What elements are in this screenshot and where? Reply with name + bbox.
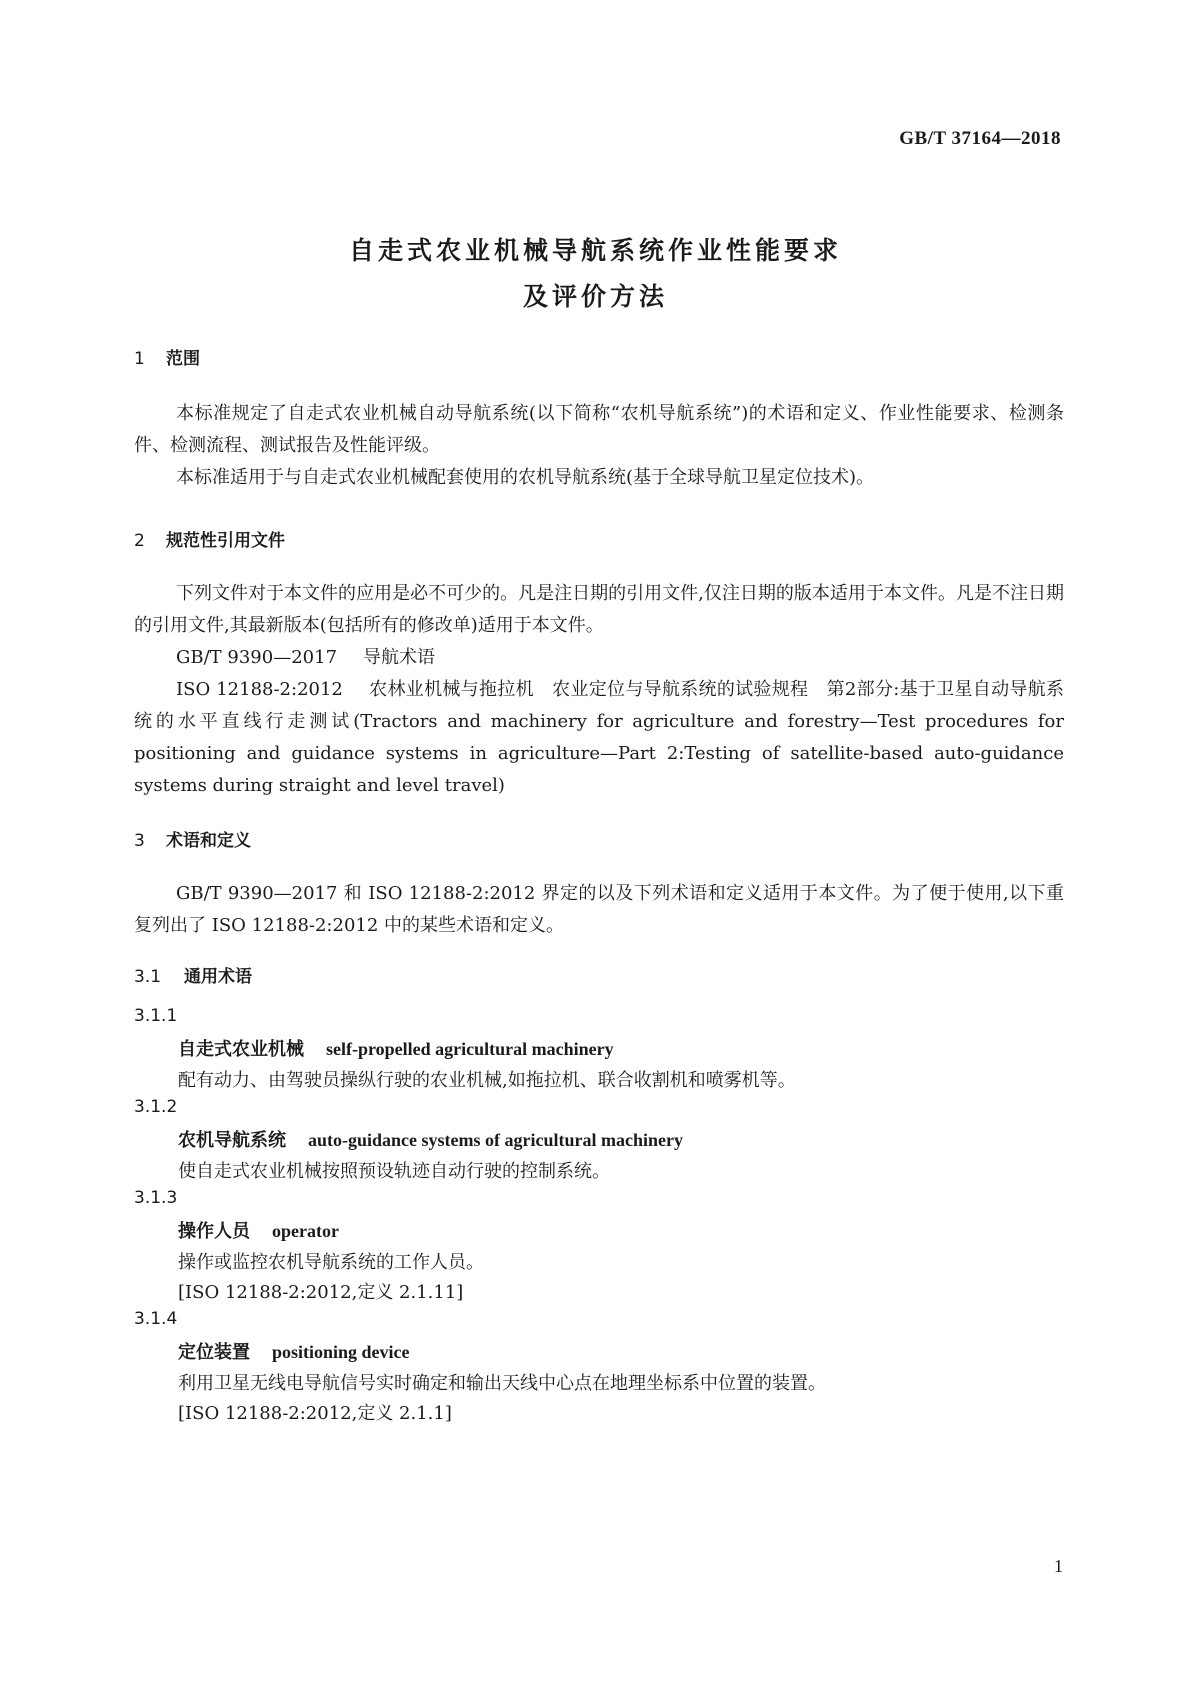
page-number: 1: [1054, 1556, 1063, 1576]
term-1-name: [178, 1035, 614, 1061]
section-2-paragraph-1: 下列文件对于本文件的应用是必不可少的。凡是注日期的引用文件,仅注日期的版本适用于本文件。凡是不注日期的引用文件,其最新版本(包括所有的修改单)适用于本文件。: [134, 583, 1064, 636]
section-1-paragraph-1: 本标准规定了自走式农业机械自动导航系统(以下简称“农机导航系统”)的术语和定义、作业性能要求、检测条件、检测流程、测试报告及性能评级。: [134, 403, 1064, 456]
reference-2-code: ISO 12188-2:2012: [176, 679, 343, 700]
section-1-body: [134, 398, 1064, 494]
term-1-zh: 自走式农业机械: [178, 1039, 304, 1060]
section-2-title: 规范性引用文件: [166, 531, 285, 551]
term-4-source: [ISO 12188-2:2012,定义 2.1.1]: [178, 1403, 452, 1424]
term-2-zh: 农机导航系统: [178, 1130, 286, 1151]
term-1-number: 3.1.1: [134, 1006, 178, 1026]
section-1-heading: [134, 344, 200, 369]
subsection-3-1-number: 3.1: [134, 967, 162, 987]
term-3-number: 3.1.3: [134, 1188, 178, 1208]
section-3-paragraph-1: GB/T 9390—2017 和 ISO 12188-2:2012 界定的以及下列术语和定义适用于本文件。为了便于使用,以下重复列出了 ISO 12188-2:2012 中的某些术语和定义。: [134, 883, 1064, 936]
term-3-en: operator: [272, 1221, 339, 1241]
document-title: [0, 228, 1191, 320]
section-3-heading: [134, 826, 251, 851]
term-3-zh: 操作人员: [178, 1221, 250, 1242]
term-1-definition: 配有动力、由驾驶员操纵行驶的农业机械,如拖拉机、联合收割机和喷雾机等。: [178, 1070, 796, 1091]
section-3-number: 3: [134, 831, 145, 851]
title-line-2: 及评价方法: [522, 282, 668, 311]
term-2-number: 3.1.2: [134, 1097, 178, 1117]
normative-reference-2: [134, 674, 1064, 802]
subsection-3-1-heading: [134, 962, 252, 987]
section-3-body: [134, 878, 1064, 942]
term-3-definition: 操作或监控农机导航系统的工作人员。: [178, 1252, 484, 1273]
term-3-source: [ISO 12188-2:2012,定义 2.1.11]: [178, 1282, 464, 1303]
term-4-definition: 利用卫星无线电导航信号实时确定和输出天线中心点在地理坐标系中位置的装置。: [178, 1373, 826, 1394]
section-2-body: [134, 578, 1064, 802]
normative-reference-1: [134, 642, 1064, 674]
term-2-en: auto-guidance systems of agricultural machinery: [308, 1130, 683, 1150]
term-3-name: [178, 1217, 339, 1243]
term-4-zh: 定位装置: [178, 1342, 250, 1363]
section-1-title: 范围: [166, 349, 200, 369]
reference-1-title: 导航术语: [363, 647, 436, 668]
term-4-en: positioning device: [272, 1342, 410, 1362]
title-line-1: 自走式农业机械导航系统作业性能要求: [348, 236, 842, 265]
term-2-definition: 使自走式农业机械按照预设轨迹自动行驶的控制系统。: [178, 1161, 610, 1182]
section-1-paragraph-2: 本标准适用于与自走式农业机械配套使用的农机导航系统(基于全球导航卫星定位技术)。: [176, 467, 875, 488]
subsection-3-1-title: 通用术语: [184, 967, 252, 987]
section-2-number: 2: [134, 531, 145, 551]
term-4-name: [178, 1338, 410, 1364]
term-1-en: self-propelled agricultural machinery: [326, 1039, 614, 1059]
section-1-number: 1: [134, 349, 145, 369]
reference-2-title: 农林业机械与拖拉机 农业定位与导航系统的试验规程 第2部分:基于卫星自动导航系统的水平直线行走测试(Tractors and machinery for agriculture and forestry—Test procedures for positioning and guidance systems in agriculture—Part 2:Testing of satellite-based auto-guidance systems during straight and level travel): [134, 679, 1064, 796]
term-4-number: 3.1.4: [134, 1309, 178, 1329]
section-3-title: 术语和定义: [166, 831, 251, 851]
reference-1-code: GB/T 9390—2017: [176, 647, 338, 668]
section-2-heading: [134, 526, 285, 551]
standard-code: GB/T 37164—2018: [899, 128, 1061, 149]
term-2-name: [178, 1126, 683, 1152]
